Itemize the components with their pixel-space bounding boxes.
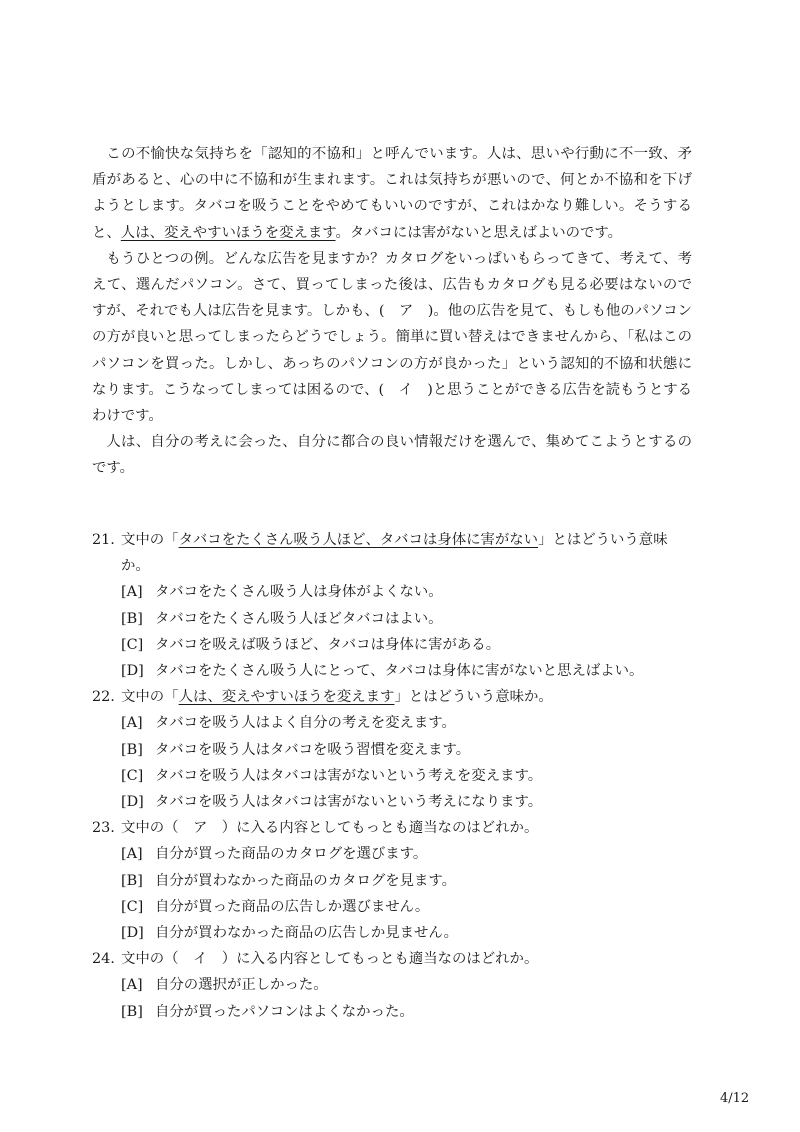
option-label: [C]	[121, 898, 144, 915]
option-label: [A]	[121, 977, 143, 994]
option-label: [B]	[121, 1003, 143, 1020]
option-d	[92, 658, 692, 684]
question-stem	[92, 527, 692, 579]
question-23	[92, 815, 692, 946]
option-a	[92, 710, 692, 736]
option-c	[92, 632, 692, 658]
question-number: 22.	[92, 689, 115, 706]
option-c	[92, 894, 692, 920]
question-text-post: 」とはどういう意味か。	[121, 532, 668, 575]
question-number: 21.	[92, 532, 115, 548]
option-a	[92, 579, 692, 605]
option-label: [C]	[121, 767, 144, 784]
option-text: 自分が買ったパソコンはよくなかった。	[155, 1003, 414, 1020]
passage-text: 。タバコには害がないと思えばよいのです。	[335, 224, 623, 241]
option-label: [B]	[121, 610, 143, 627]
option-b	[92, 737, 692, 763]
question-text	[121, 684, 692, 710]
question-stem	[92, 946, 692, 972]
underlined-phrase: 人は、変えやすいほうを変えます	[178, 689, 395, 706]
option-a	[92, 972, 692, 998]
option-text: タバコを吸う人はタバコは害がないという考えになります。	[155, 794, 543, 811]
question-stem	[92, 684, 692, 710]
question-21	[92, 527, 692, 684]
question-text-post: 」とはどういう意味か。	[394, 689, 553, 706]
option-text: 自分の選択が正しかった。	[155, 977, 328, 994]
question-text: 文中の（ ア ）に入る内容としてもっとも適当なのはどれか。	[121, 820, 539, 837]
question-text: 文中の（ イ ）に入る内容としてもっとも適当なのはどれか。	[121, 951, 539, 968]
option-label: [D]	[121, 925, 144, 942]
option-d	[92, 920, 692, 946]
option-label: [B]	[121, 741, 143, 758]
option-text: タバコを吸う人はよく自分の考えを変えます。	[155, 715, 456, 732]
option-d	[92, 789, 692, 815]
underlined-phrase: 人は、変えやすいほうを変えます	[120, 224, 336, 241]
option-b	[92, 606, 692, 632]
option-label: [D]	[121, 663, 144, 680]
option-label: [A]	[121, 584, 143, 601]
option-b	[92, 868, 692, 894]
option-label: [A]	[121, 846, 143, 863]
question-number: 24.	[92, 951, 115, 968]
question-text	[121, 527, 692, 579]
option-a	[92, 841, 692, 867]
option-text: タバコをたくさん吸う人にとって、タバコは身体に害がないと思えばよい。	[155, 663, 644, 680]
question-stem	[92, 815, 692, 841]
option-label: [B]	[121, 872, 143, 889]
option-text: 自分が買わなかった商品の広告しか見ません。	[155, 925, 459, 942]
underlined-phrase: タバコをたくさん吸う人ほど、タバコは身体に害がない	[178, 532, 539, 548]
option-text: タバコをたくさん吸う人ほどタバコはよい。	[155, 610, 443, 627]
option-label: [C]	[121, 636, 144, 653]
passage-text: この不愉快な気持ちを「認知的不協和」と呼んでいます。人は、思いや行動に不一致、矛盾があると、心の中に不協和が生まれます。これは気持ちが悪いので、何とか不協和を下げようとします。タバコを吸うことをやめてもいいのですが、これはかなり難しい。そうすると、	[92, 146, 692, 241]
question-22	[92, 684, 692, 815]
option-text: タバコを吸えば吸うほど、タバコは身体に害がある。	[155, 636, 501, 653]
question-24	[92, 946, 692, 1025]
option-b	[92, 999, 692, 1025]
option-text: タバコを吸う人はタバコは害がないという考えを変えます。	[155, 767, 543, 784]
option-text: 自分が買った商品の広告しか選びません。	[155, 898, 430, 915]
option-label: [D]	[121, 794, 144, 811]
option-text: タバコを吸う人はタバコを吸う習慣を変えます。	[155, 741, 471, 758]
option-text: タバコをたくさん吸う人は身体がよくない。	[155, 584, 443, 601]
question-text-pre: 文中の「	[121, 689, 179, 706]
passage-paragraph-1	[92, 141, 692, 246]
question-list	[92, 527, 692, 1025]
reading-passage	[92, 141, 692, 482]
passage-paragraph-3: 人は、自分の考えに会った、自分に都合の良い情報だけを選んで、集めてこようとするのです。	[92, 434, 692, 477]
option-label: [A]	[121, 715, 143, 732]
question-number: 23.	[92, 820, 115, 837]
question-text-pre: 文中の「	[121, 532, 179, 548]
passage-paragraph-2: もうひとつの例。どんな広告を見ますか？カタログをいっぱいもらってきて、考えて、考えて、選んだパソコン。さて、買ってしまった後は、広告もカタログも見る必要はないのですが、それでも人は広告を見ます。しかも、( ア )。他の広告を見て、もしも他のパソコンの方が良いと思ってしまったらどうでしょう。簡単に買い替えはできませんから、「私はこのパソコンを買った。しかし、あっちのパソコンの方が良かった」という認知的不協和状態になります。こうなってしまっては困るので、( イ )と思うことができる広告を読もうとするわけです。	[92, 250, 692, 425]
option-text: 自分が買わなかった商品のカタログを見ます。	[155, 872, 457, 889]
option-c	[92, 763, 692, 789]
page-number: 4/12	[720, 1091, 750, 1106]
option-text: 自分が買った商品のカタログを選びます。	[155, 846, 428, 863]
